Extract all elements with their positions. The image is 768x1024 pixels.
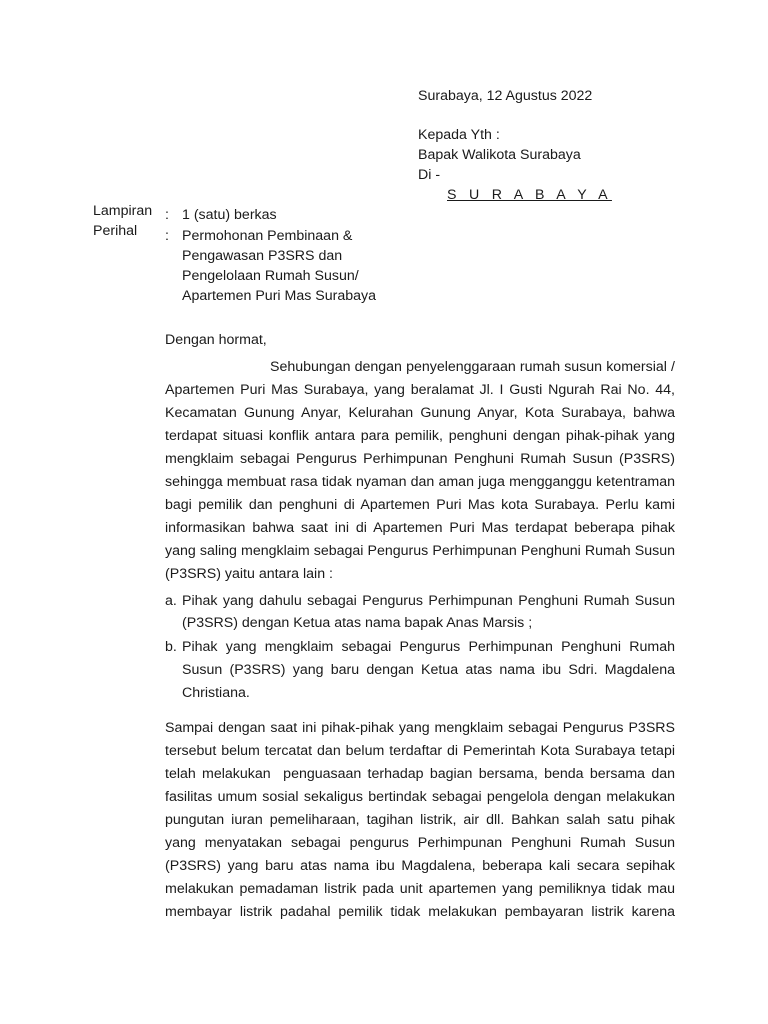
lampiran-label: Lampiran	[93, 203, 153, 219]
paragraph-1-line: terdapat situasi konflik antara para pemilik, penghuni dengan pihak-pihak yang	[165, 428, 675, 444]
paragraph-2-line: membayar listrik padahal pemilik tidak melakukan pembayaran listrik karena	[165, 904, 675, 920]
recipient-city: S U R A B A Y A	[447, 187, 612, 203]
paragraph-1-line: mengklaim sebagai Pengurus Perhimpunan Penghuni Rumah Susun (P3SRS)	[165, 451, 675, 467]
paragraph-2-line: fasilitas umum sosial sekaligus bertindak sebagai pengelola dengan melakukan	[165, 789, 675, 805]
recipient-salutation: Kepada Yth :	[418, 127, 500, 143]
perihal-line: Pengelolaan Rumah Susun/	[182, 268, 359, 284]
paragraph-1-line: informasikan bahwa saat ini di Apartemen Puri Mas terdapat beberapa pihak	[165, 520, 675, 536]
recipient-name: Bapak Walikota Surabaya	[418, 147, 581, 163]
perihal-line: Pengawasan P3SRS dan	[182, 248, 343, 264]
list-item-line: Susun (P3SRS) yang baru dengan Ketua atas nama ibu Sdri. Magdalena	[182, 662, 675, 678]
paragraph-1-line: Apartemen Puri Mas Surabaya, yang beralamat Jl. I Gusti Ngurah Rai No. 44,	[165, 382, 675, 398]
paragraph-2-line: (P3SRS) yang baru atas nama ibu Magdalena, beberapa kali secara sepihak	[165, 858, 675, 874]
paragraph-2-line: tersebut belum tercatat dan belum terdaftar di Pemerintah Kota Surabaya tetapi	[165, 743, 675, 759]
list-item-line: Pihak yang dahulu sebagai Pengurus Perhimpunan Penghuni Rumah Susun	[182, 593, 675, 609]
paragraph-1-line: sehingga membuat rasa tidak nyaman dan aman juga mengganggu ketentraman	[165, 474, 675, 490]
paragraph-1-line: Sehubungan dengan penyelenggaraan rumah susun komersial /	[270, 359, 675, 375]
list-item-line: Christiana.	[182, 685, 250, 701]
greeting: Dengan hormat,	[165, 332, 267, 348]
lampiran-colon: :	[165, 207, 169, 223]
list-marker: a.	[165, 593, 177, 609]
list-item-line: (P3SRS) dengan Ketua atas nama bapak Anas Marsis ;	[182, 615, 533, 631]
paragraph-1-line: Kecamatan Gunung Anyar, Kelurahan Gunung Anyar, Kota Surabaya, bahwa	[165, 405, 675, 421]
perihal-line: Permohonan Pembinaan &	[182, 228, 353, 244]
paragraph-1-line: yang saling mengklaim sebagai Pengurus Perhimpunan Penghuni Rumah Susun	[165, 543, 675, 559]
list-item-line: Pihak yang mengklaim sebagai Pengurus Perhimpunan Penghuni Rumah	[182, 639, 675, 655]
paragraph-2-line: telah melakukan penguasaan terhadap bagian bersama, benda bersama dan	[165, 766, 675, 782]
paragraph-2-line: melakukan pemadaman listrik pada unit apartemen yang pemiliknya tidak mau	[165, 881, 675, 897]
paragraph-1-line: bagi pemilik dan penghuni di Apartemen Puri Mas kota Surabaya. Perlu kami	[165, 497, 675, 513]
perihal-line: Apartemen Puri Mas Surabaya	[182, 288, 376, 304]
recipient-di: Di -	[418, 167, 441, 183]
list-marker: b.	[165, 639, 177, 655]
lampiran-value: 1 (satu) berkas	[182, 207, 277, 223]
paragraph-1-line: (P3SRS) yaitu antara lain :	[165, 566, 333, 582]
paragraph-2-line: pungutan iuran pemeliharaan, tagihan listrik, air dll. Bahkan salah satu pihak	[165, 812, 675, 828]
letter-date: Surabaya, 12 Agustus 2022	[418, 88, 593, 104]
perihal-label: Perihal	[93, 223, 138, 239]
perihal-colon: :	[165, 228, 169, 244]
paragraph-2-line: yang menyatakan sebagai pengurus Perhimpunan Penghuni Rumah Susun	[165, 835, 675, 851]
paragraph-2-line: Sampai dengan saat ini pihak-pihak yang mengklaim sebagai Pengurus P3SRS	[165, 720, 675, 736]
